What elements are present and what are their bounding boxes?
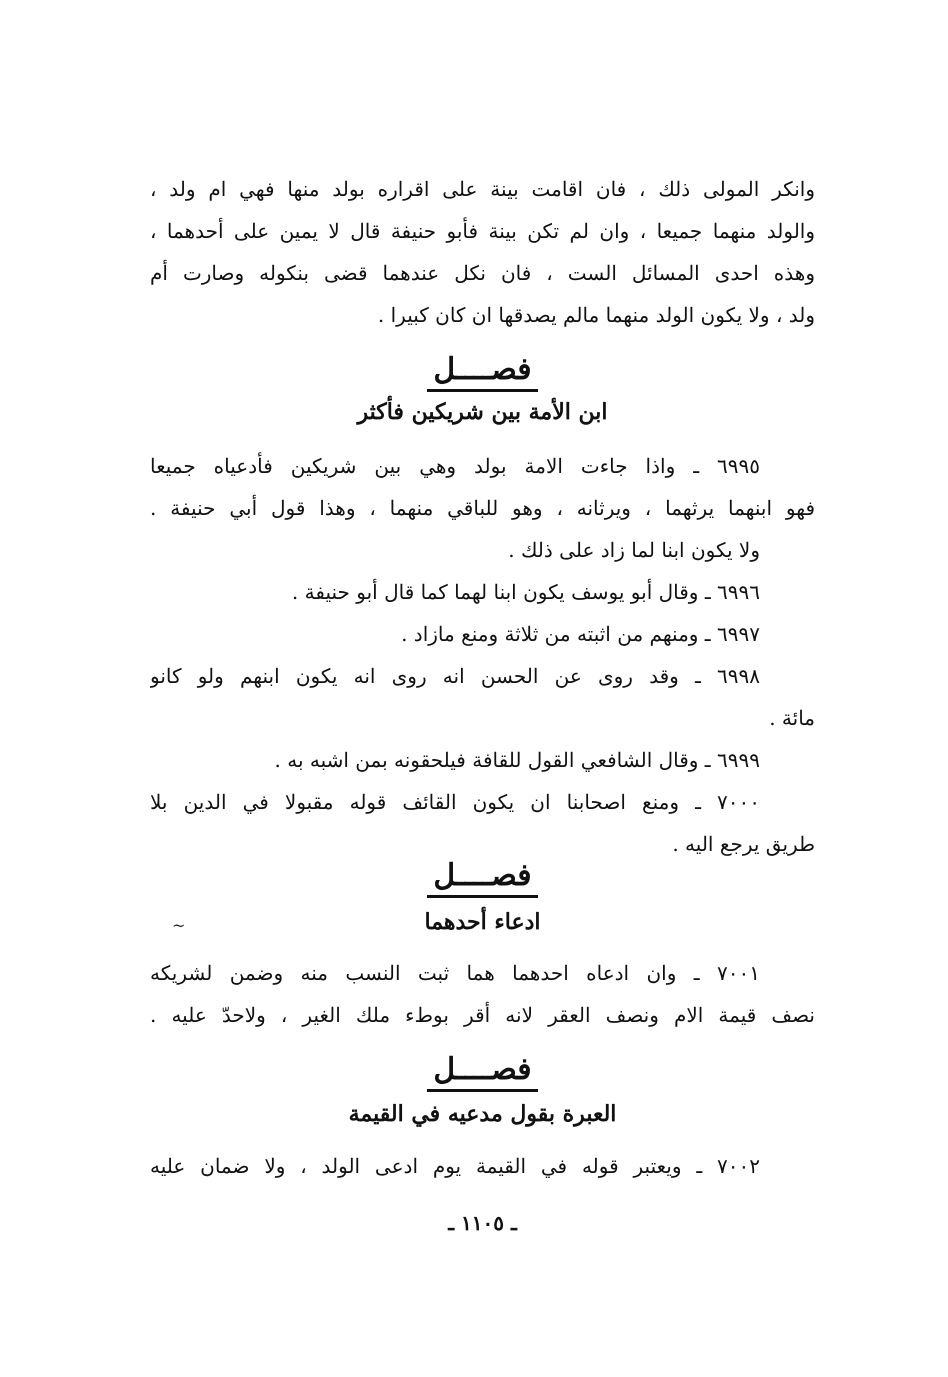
text-line: ولا يكون ابنا لما زاد على ذلك . [508, 538, 760, 562]
section1-body [150, 445, 815, 865]
numbered-paragraph-line: ٦٩٩٨ ـ وقد روى عن الحسن انه روى انه يكون ابنهم ولو كانو [150, 664, 760, 688]
text-line: وانكر المولى ذلك ، فان اقامت بينة على اقراره بولد منها فهي ام ولد ، [150, 177, 815, 201]
section-heading-text: فصــــل [427, 858, 537, 898]
numbered-paragraph-line: ٧٠٠٢ ـ ويعتبر قوله في القيمة يوم ادعى الولد ، ولا ضمان عليه [150, 1154, 760, 1178]
numbered-paragraph-line: ٧٠٠٠ ـ ومنع اصحابنا ان يكون القائف قوله مقبولا في الدين بلا [150, 790, 760, 814]
section-heading [150, 856, 815, 896]
section3-body [150, 1145, 815, 1187]
numbered-paragraph-line: ٦٩٩٩ ـ وقال الشافعي القول للقافة فيلحقونه بمن اشبه به . [274, 748, 760, 772]
text-line: فهو ابنهما يرثهما ، ويرثانه ، وهو للباقي منهما ، وهذا قول أبي حنيفة . [150, 496, 815, 520]
text-line: ولد ، ولا يكون الولد منهما مالم يصدقها ان كان كبيرا . [377, 303, 815, 327]
text-line: نصف قيمة الام ونصف العقر لانه أقر بوطء ملك الغير ، ولاحدّ عليه . [150, 1003, 815, 1027]
section-subheading: العبرة بقول مدعيه في القيمة [348, 1101, 617, 1127]
section-heading-text: فصــــل [427, 1052, 537, 1092]
section-heading-text: فصــــل [427, 352, 537, 392]
text-line: طريق يرجع اليه . [672, 832, 815, 856]
text-line: مائة . [769, 706, 815, 730]
section-subheading: ادعاء أحدهما [424, 909, 541, 935]
section2-body [150, 952, 815, 1036]
text-line: وهذه احدى المسائل الست ، فان نكل عندهما قضى بنكوله وصارت أم [150, 261, 815, 285]
section-subheading: ابن الأمة بين شريكين فأكثر [357, 399, 608, 425]
page-number: ـ ١١٠٥ ـ [448, 1211, 517, 1235]
text-line: والولد منهما جميعا ، وان لم تكن بينة فأبو حنيفة قال لا يمين على أحدهما ، [150, 219, 815, 243]
numbered-paragraph-line: ٦٩٩٧ ـ ومنهم من اثبته من ثلاثة ومنع مازاد . [401, 622, 760, 646]
numbered-paragraph-line: ٦٩٩٥ ـ واذا جاءت الامة بولد وهي بين شريكين فأدعياه جميعا [150, 454, 760, 478]
section-heading [150, 350, 815, 390]
stray-mark: ~ [172, 916, 186, 935]
numbered-paragraph-line: ٦٩٩٦ ـ وقال أبو يوسف يكون ابنا لهما كما قال أبو حنيفة . [291, 580, 760, 604]
intro-paragraph [150, 168, 815, 336]
section-heading [150, 1050, 815, 1090]
numbered-paragraph-line: ٧٠٠١ ـ وان ادعاه احدهما هما ثبت النسب منه وضمن لشريكه [150, 961, 760, 985]
